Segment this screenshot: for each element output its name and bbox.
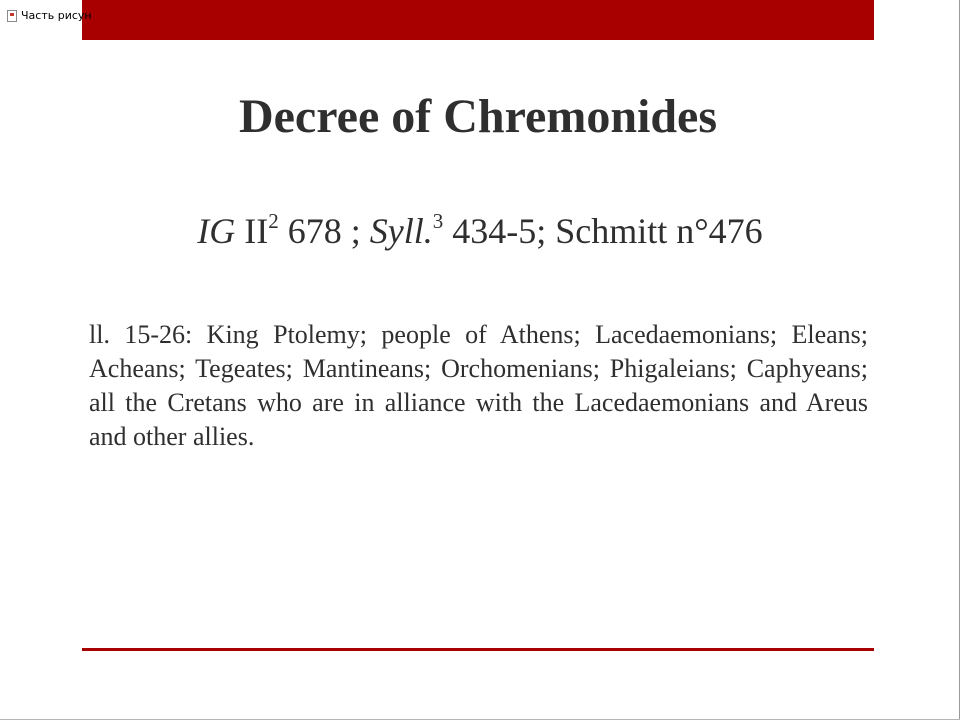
reference-syll: Syll. — [369, 211, 433, 251]
reference-ig-number: 678 ; — [278, 211, 370, 251]
reference-syll-number: 434-5; Schmitt n°476 — [443, 211, 763, 251]
reference-ig-edition: 2 — [268, 209, 279, 233]
reference-syll-edition: 3 — [432, 209, 444, 233]
broken-image-placeholder — [0, 0, 92, 36]
reference-ig: IG — [197, 211, 236, 251]
inscription-reference — [0, 206, 960, 256]
body-text: ll. 15-26: King Ptolemy; people of Athens; Lacedaemonians; Eleans; Acheans; Tegeates; Mantineans; Orchomenians; Phigaleians; Caphyeans; all the Cretans who are in alliance with the Lacedaemonians and Areus and other allies. — [89, 320, 868, 451]
slide-title: Decree of Chremonides — [238, 90, 718, 143]
reference-ig-volume: II — [235, 211, 269, 251]
image-placeholder-label: Часть рисун — [21, 9, 92, 22]
footer-rule — [82, 648, 874, 651]
broken-image-icon — [7, 10, 17, 22]
header-band — [82, 0, 874, 40]
